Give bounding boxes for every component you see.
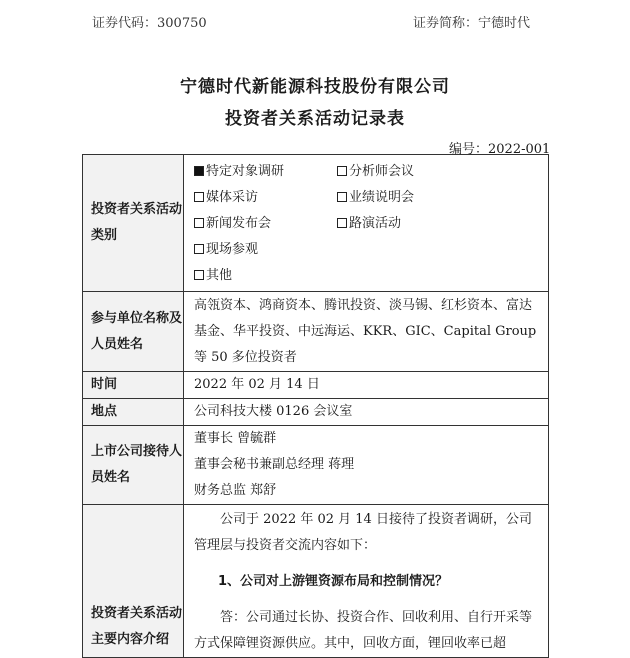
label-activity-category: 投资者关系活动类别 [83, 155, 184, 292]
label-location: 地点 [83, 399, 184, 426]
label-receptionists: 上市公司接待人员姓名 [83, 426, 184, 505]
row-location [83, 399, 549, 426]
content-value [184, 505, 549, 658]
option-specific-research: 特定对象调研 [194, 159, 337, 185]
content-question: 1、公司对上游锂资源布局和控制情况？ [218, 574, 449, 589]
checkbox-empty-icon [337, 166, 347, 176]
row-receptionists [83, 426, 549, 505]
content-answer: 答：公司通过长协、投资合作、回收利用、自行开采等方式保障锂资源供应。其中，回收方面，锂回收率已超 [194, 610, 533, 651]
content-intro: 公司于 2022 年 02 月 14 日接待了投资者调研，公司管理层与投资者交流内容如下： [194, 512, 532, 553]
option-press-conference: 新闻发布会 [194, 211, 337, 237]
document-number: 编号：2022-001 [449, 142, 551, 157]
form-title: 投资者关系活动记录表 [225, 109, 405, 129]
option-site-visit: 现场参观 [194, 237, 337, 263]
option-other: 其他 [194, 263, 337, 289]
label-time: 时间 [83, 372, 184, 399]
category-options [184, 155, 549, 292]
checkbox-empty-icon [194, 192, 204, 202]
label-main-content: 投资者关系活动主要内容介绍 [83, 505, 184, 658]
checkbox-checked-icon [194, 166, 204, 176]
location-value: 公司科技大楼 0126 会议室 [184, 399, 549, 426]
row-time [83, 372, 549, 399]
checkbox-empty-icon [194, 244, 204, 254]
row-main-content [83, 505, 549, 658]
company-title: 宁德时代新能源科技股份有限公司 [180, 77, 450, 97]
checkbox-empty-icon [337, 192, 347, 202]
record-table [82, 154, 549, 658]
label-participants: 参与单位名称及人员姓名 [83, 292, 184, 372]
time-value: 2022 年 02 月 14 日 [184, 372, 549, 399]
row-activity-category [83, 155, 549, 292]
checkbox-empty-icon [194, 270, 204, 280]
checkbox-empty-icon [337, 218, 347, 228]
option-analyst-meeting: 分析师会议 [337, 159, 487, 185]
receptionists-value: 董事长 曾毓群 董事会秘书兼副总经理 蒋理 财务总监 郑舒 [184, 426, 549, 505]
option-earnings-call: 业绩说明会 [337, 185, 487, 211]
stock-code: 证券代码：300750 [92, 16, 207, 31]
row-participants [83, 292, 549, 372]
checkbox-empty-icon [194, 218, 204, 228]
stock-abbreviation: 证券简称：宁德时代 [413, 16, 531, 31]
option-roadshow: 路演活动 [337, 211, 487, 237]
participants-value: 高瓴资本、鸿商资本、腾讯投资、淡马锡、红杉资本、富达 基金、华平投资、中远海运、KKR、GIC、Capital Group 等 50 多位投资者 [184, 292, 549, 372]
option-media-interview: 媒体采访 [194, 185, 337, 211]
